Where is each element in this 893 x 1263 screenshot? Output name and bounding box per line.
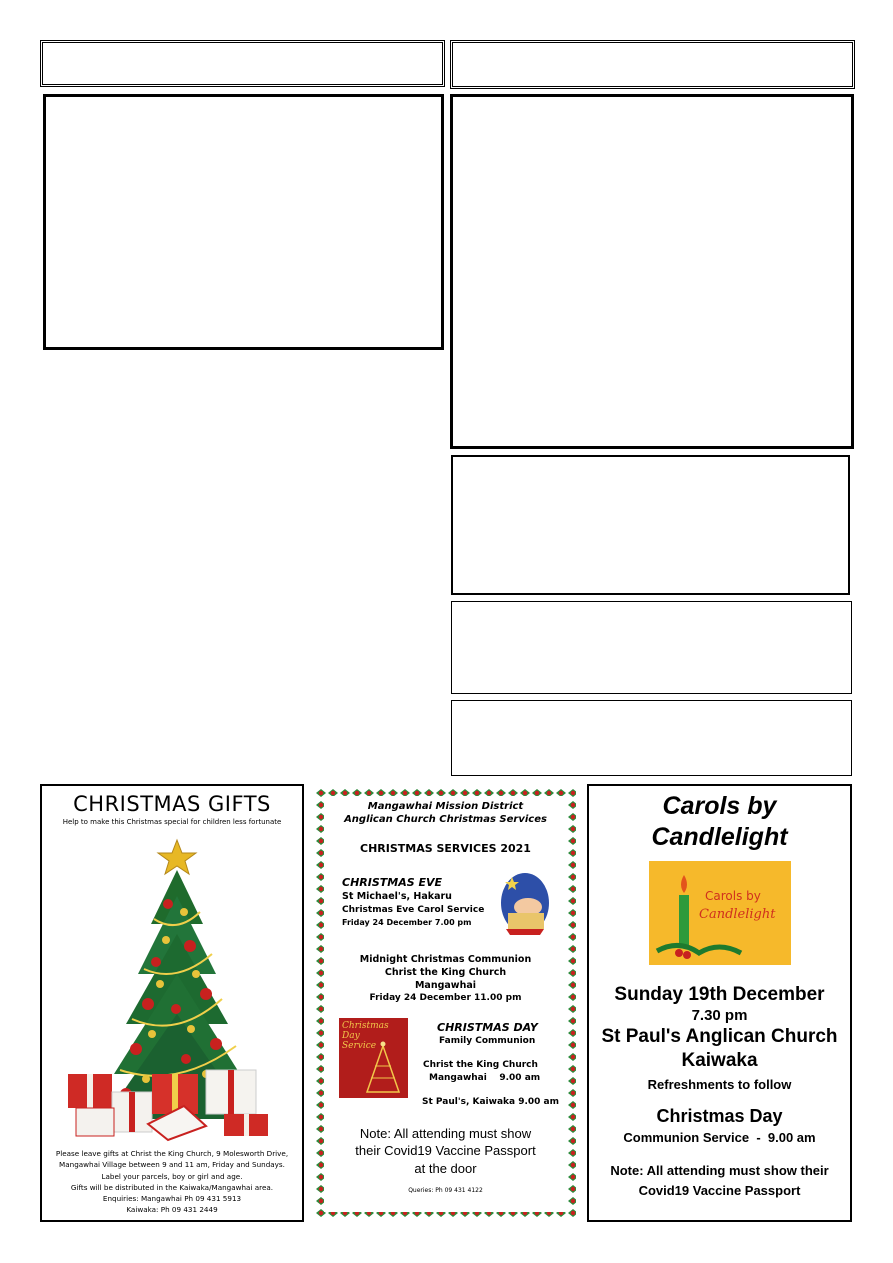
day-sub: Family Communion bbox=[439, 1036, 536, 1046]
image-text: Candlelight bbox=[699, 907, 776, 922]
carols-time: 7.30 pm bbox=[691, 1007, 748, 1024]
carols-communion: Communion Service - 9.00 am bbox=[623, 1130, 816, 1145]
services-note-1: Note: All attending must show bbox=[359, 1126, 532, 1141]
gifts-line: Label your parcels, boy or girl and age. bbox=[101, 1171, 243, 1181]
gifts-line: Gifts will be distributed in the Kaiwaka/Mangawhai area. bbox=[70, 1182, 274, 1192]
christmas-gifts-poster bbox=[40, 784, 304, 1222]
carols-title-1: Carols by bbox=[662, 792, 777, 820]
carols-church: St Paul's Anglican Church bbox=[601, 1026, 838, 1047]
day-church: Christ the King Church bbox=[423, 1060, 538, 1070]
eve-time: Friday 24 December 7.00 pm bbox=[342, 918, 472, 927]
services-note-3: at the door bbox=[414, 1161, 477, 1176]
eve-church: St Michael's, Hakaru bbox=[342, 891, 452, 902]
eve-title: CHRISTMAS EVE bbox=[342, 876, 443, 889]
gifts-line: Enquiries: Mangawhai Ph 09 431 5913 bbox=[102, 1194, 242, 1204]
right-box-2 bbox=[451, 455, 850, 595]
image-text: Carols by bbox=[705, 889, 761, 903]
midnight-place: Mangawhai bbox=[414, 980, 477, 991]
right-header-box bbox=[450, 40, 855, 89]
day-kaiwaka: St Paul's, Kaiwaka 9.00 am bbox=[422, 1097, 560, 1107]
carols-title-2: Candlelight bbox=[651, 823, 788, 851]
carols-date: Sunday 19th December bbox=[614, 984, 825, 1005]
gifts-line: Mangawhai Village between 9 and 11 am, Friday and Sundays. bbox=[59, 1160, 285, 1170]
right-box-4 bbox=[451, 700, 852, 776]
carols-note-2: Covid19 Vaccine Passport bbox=[638, 1183, 801, 1198]
midnight-church: Christ the King Church bbox=[384, 967, 507, 978]
image-text: Christmas bbox=[342, 1021, 389, 1031]
gifts-details bbox=[46, 1148, 298, 1216]
services-note-2: their Covid19 Vaccine Passport bbox=[355, 1143, 536, 1158]
right-box-3 bbox=[451, 601, 852, 694]
carols-place: Kaiwaka bbox=[681, 1050, 758, 1071]
day-title: CHRISTMAS DAY bbox=[437, 1021, 538, 1034]
gifts-subtitle: Help to make this Christmas special for children less fortunate bbox=[62, 818, 282, 826]
carols-christmas-day: Christmas Day bbox=[656, 1106, 783, 1126]
left-content-box bbox=[43, 94, 444, 350]
midnight-title: Midnight Christmas Communion bbox=[359, 954, 532, 965]
star-tree-icon bbox=[339, 1018, 408, 1098]
christmas-services-poster bbox=[315, 787, 576, 1221]
nativity-icon bbox=[500, 869, 550, 939]
christmas-tree-illustration bbox=[56, 834, 290, 1144]
carols-poster bbox=[587, 784, 852, 1222]
left-header-box bbox=[40, 40, 445, 87]
services-district: Mangawhai Mission District bbox=[367, 801, 524, 812]
services-heading: Anglican Church Christmas Services bbox=[344, 814, 547, 825]
carols-refreshments: Refreshments to follow bbox=[647, 1077, 792, 1092]
midnight-time: Friday 24 December 11.00 pm bbox=[369, 993, 522, 1003]
carols-image bbox=[649, 861, 791, 965]
carols-note-1: Note: All attending must show their bbox=[610, 1163, 829, 1178]
services-year-title: CHRISTMAS SERVICES 2021 bbox=[360, 842, 531, 855]
right-content-box bbox=[450, 94, 854, 449]
services-queries: Queries: Ph 09 431 4122 bbox=[408, 1187, 483, 1194]
image-text: Day bbox=[342, 1031, 360, 1041]
gifts-line: Kaiwaka: Ph 09 431 2449 bbox=[126, 1205, 218, 1215]
day-place: Mangawhai 9.00 am bbox=[429, 1073, 541, 1083]
christmas-day-image bbox=[339, 1018, 408, 1098]
gifts-line: Please leave gifts at Christ the King Church, 9 Molesworth Drive, bbox=[55, 1149, 289, 1158]
eve-service: Christmas Eve Carol Service bbox=[342, 905, 485, 915]
image-text: Service bbox=[342, 1041, 377, 1051]
gifts-title: CHRISTMAS GIFTS bbox=[73, 792, 271, 816]
